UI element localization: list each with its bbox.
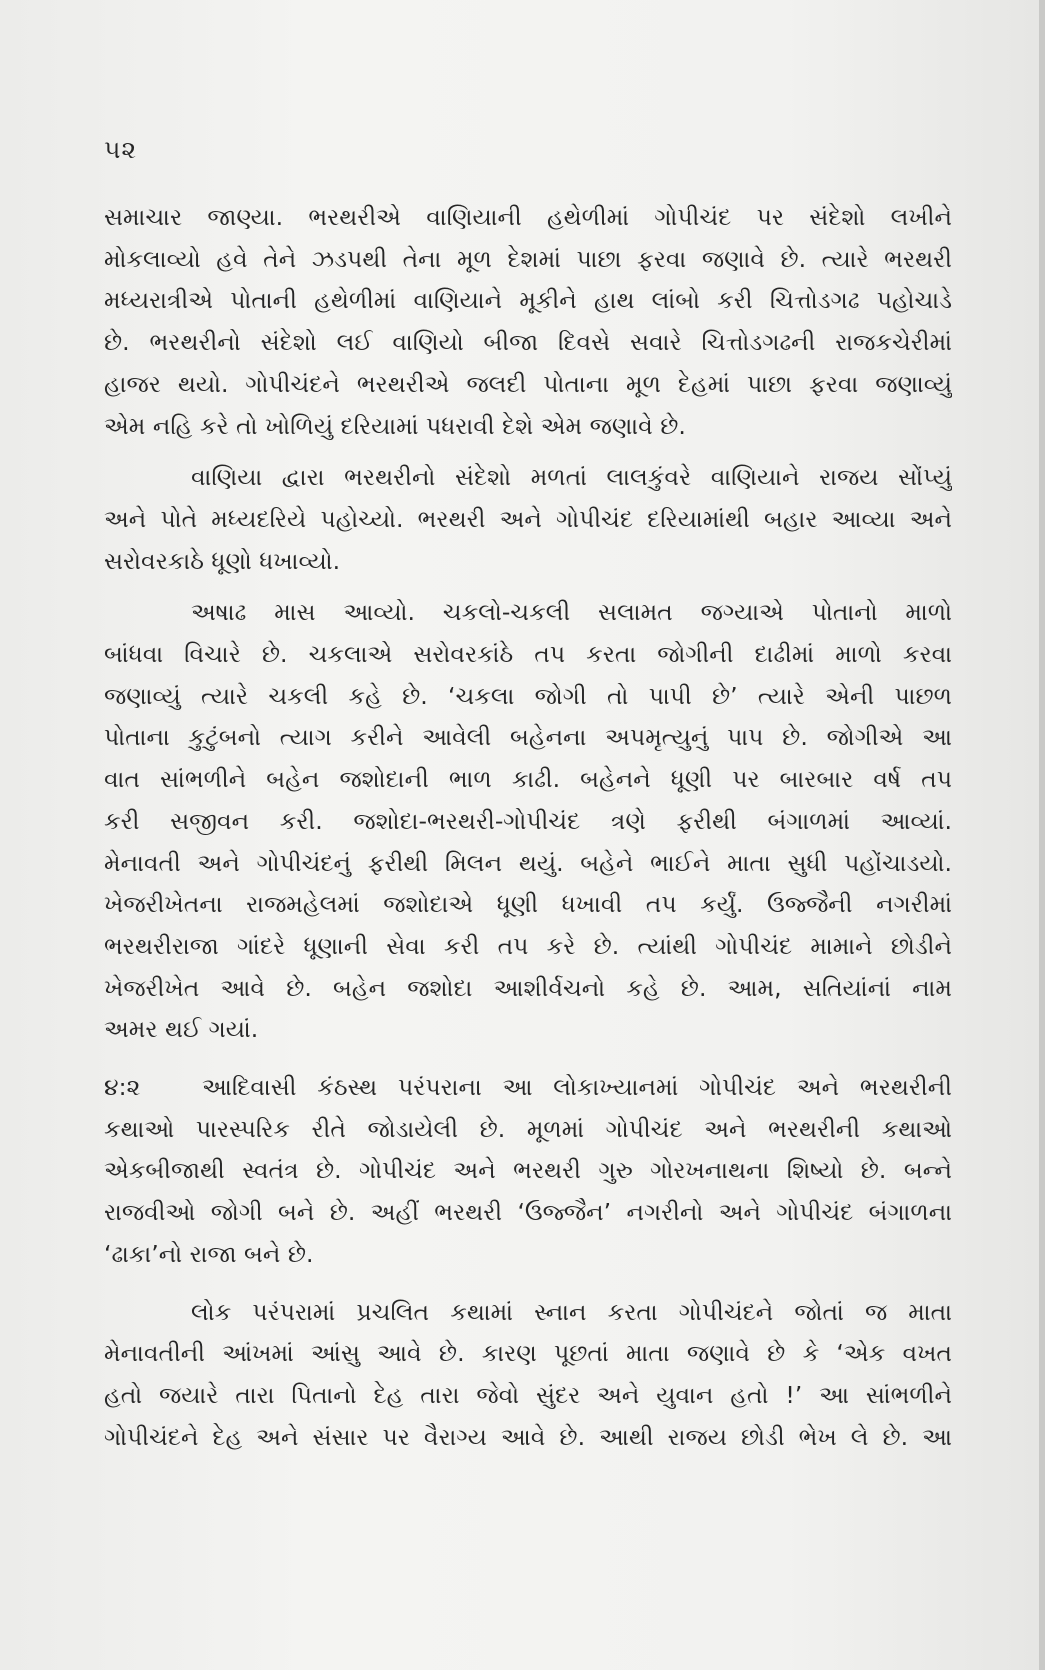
text-line: અમર થઈ ગયાં.: [104, 1015, 259, 1044]
paragraph-3: [104, 592, 952, 1051]
text-line: મોકલાવ્યો હવે તેને ઝડપથી તેના મૂળ દેશમાં પાછા ફરવા જણાવે છે. ત્યારે ભરથરી: [104, 244, 952, 273]
text-line: લોક પરંપરામાં પ્રચલિત કથામાં સ્નાન કરતા ગોપીચંદને જોતાં જ માતા: [191, 1297, 952, 1326]
section-number: ૪:૨: [104, 1073, 141, 1102]
text-line: ખેજરીખેતના રાજમહેલમાં જશોદાએ ધૂણી ધખાવી તપ કર્યું. ઉજ્જૈની નગરીમાં: [104, 890, 952, 919]
text-line: વાત સાંભળીને બહેન જશોદાની ભાળ કાઢી. બહેનને ધૂણી પર બારબાર વર્ષ તપ: [104, 765, 952, 794]
text-line: મેનાવતી અને ગોપીચંદનું ફરીથી મિલન થયું. બહેને ભાઈને માતા સુધી પહોંચાડયો.: [104, 848, 952, 877]
body-text: [104, 197, 952, 1458]
text-line: સમાચાર જાણ્યા. ભરથરીએ વાણિયાની હથેળીમાં ગોપીચંદ પર સંદેશો લખીને: [104, 203, 952, 231]
text-line: ભરથરીરાજા ગાંદરે ધૂણાની સેવા કરી તપ કરે છે. ત્યાંથી ગોપીચંદ મામાને છોડીને: [104, 931, 952, 960]
text-line: અષાઢ માસ આવ્યો. ચકલો-ચકલી સલામત જગ્યાએ પોતાનો માળો: [191, 598, 952, 627]
text-line: વાણિયા દ્વારા ભરથરીનો સંદેશો મળતાં લાલકુંવરે વાણિયાને રાજય સોંપ્યું: [191, 463, 952, 492]
text-line: ખેજરીખેત આવે છે. બહેન જશોદા આશીર્વચનો કહે છે. આમ, સતિયાંનાં નામ: [104, 973, 952, 1002]
text-line: કરી સજીવન કરી. જશોદા-ભરથરી-ગોપીચંદ ત્રણે ફરીથી બંગાળમાં આવ્યાં.: [104, 806, 952, 835]
text-line: એકબીજાથી સ્વતંત્ર છે. ગોપીચંદ અને ભરથરી ગુરુ ગોરખનાથના શિષ્યો છે. બન્ને: [104, 1156, 952, 1185]
text-line: એમ નહિ કરે તો ખોળિયું દરિયામાં પધરાવી દેશે એમ જણાવે છે.: [104, 411, 686, 440]
paragraph-1: [104, 197, 952, 447]
text-line: મધ્યરાત્રીએ પોતાની હથેળીમાં વાણિયાને મૂકીને હાથ લાંબો કરી ચિત્તોડગઢ પહોચાડે: [104, 286, 952, 315]
text-line: રાજવીઓ જોગી બને છે. અહીં ભરથરી ‘ઉજ્જૈન’ નગરીનો અને ગોપીચંદ બંગાળના: [104, 1198, 952, 1227]
text-line: મેનાવતીની આંખમાં આંસુ આવે છે. કારણ પૂછતાં માતા જણાવે છે કે ‘એક વખત: [104, 1339, 952, 1368]
text-line-content: આદિવાસી કંઠસ્થ પરંપરાના આ લોકાખ્યાનમાં ગોપીચંદ અને ભરથરીની: [202, 1073, 952, 1102]
text-line: હાજર થયો. ગોપીચંદને ભરથરીએ જલદી પોતાના મૂળ દેહમાં પાછા ફરવા જણાવ્યું: [104, 369, 952, 398]
paragraph-2: [104, 457, 952, 582]
text-line: ગોપીચંદને દેહ અને સંસાર પર વૈરાગ્ય આવે છે. આથી રાજય છોડી ભેખ લે છે. આ: [104, 1422, 952, 1451]
text-line: હતો જયારે તારા પિતાનો દેહ તારા જેવો સુંદર અને યુવાન હતો !’ આ સાંભળીને: [104, 1380, 952, 1409]
text-line: બાંધવા વિચારે છે. ચકલાએ સરોવરકાંઠે તપ કરતા જોગીની દાઢીમાં માળો કરવા: [104, 640, 952, 669]
text-line: પોતાના કુટુંબનો ત્યાગ કરીને આવેલી બહેનના અપમૃત્યુનું પાપ છે. જોગીએ આ: [104, 723, 952, 752]
text-line: છે. ભરથરીનો સંદેશો લઈ વાણિયો બીજા દિવસે સવારે ચિત્તોડગઢની રાજકચેરીમાં: [104, 328, 952, 357]
page-number: ૫૨: [104, 135, 138, 164]
text-line: સરોવરકાઠે ધૂણો ધખાવ્યો.: [104, 546, 341, 575]
text-line: જણાવ્યું ત્યારે ચકલી કહે છે. ‘ચકલા જોગી તો પાપી છે’ ત્યારે એની પાછળ: [104, 681, 952, 710]
text-line: ‘ઢાકા’નો રાજા બને છે.: [104, 1239, 314, 1268]
text-line: અને પોતે મધ્યદરિયે પહોચ્યો. ભરથરી અને ગોપીચંદ દરિયામાંથી બહાર આવ્યા અને: [104, 504, 952, 533]
text-line: [104, 1067, 952, 1109]
text-line: કથાઓ પારસ્પરિક રીતે જોડાયેલી છે. મૂળમાં ગોપીચંદ અને ભરથરીની કથાઓ: [104, 1114, 952, 1143]
paragraph-4: [104, 1067, 952, 1276]
paragraph-5: [104, 1292, 952, 1459]
